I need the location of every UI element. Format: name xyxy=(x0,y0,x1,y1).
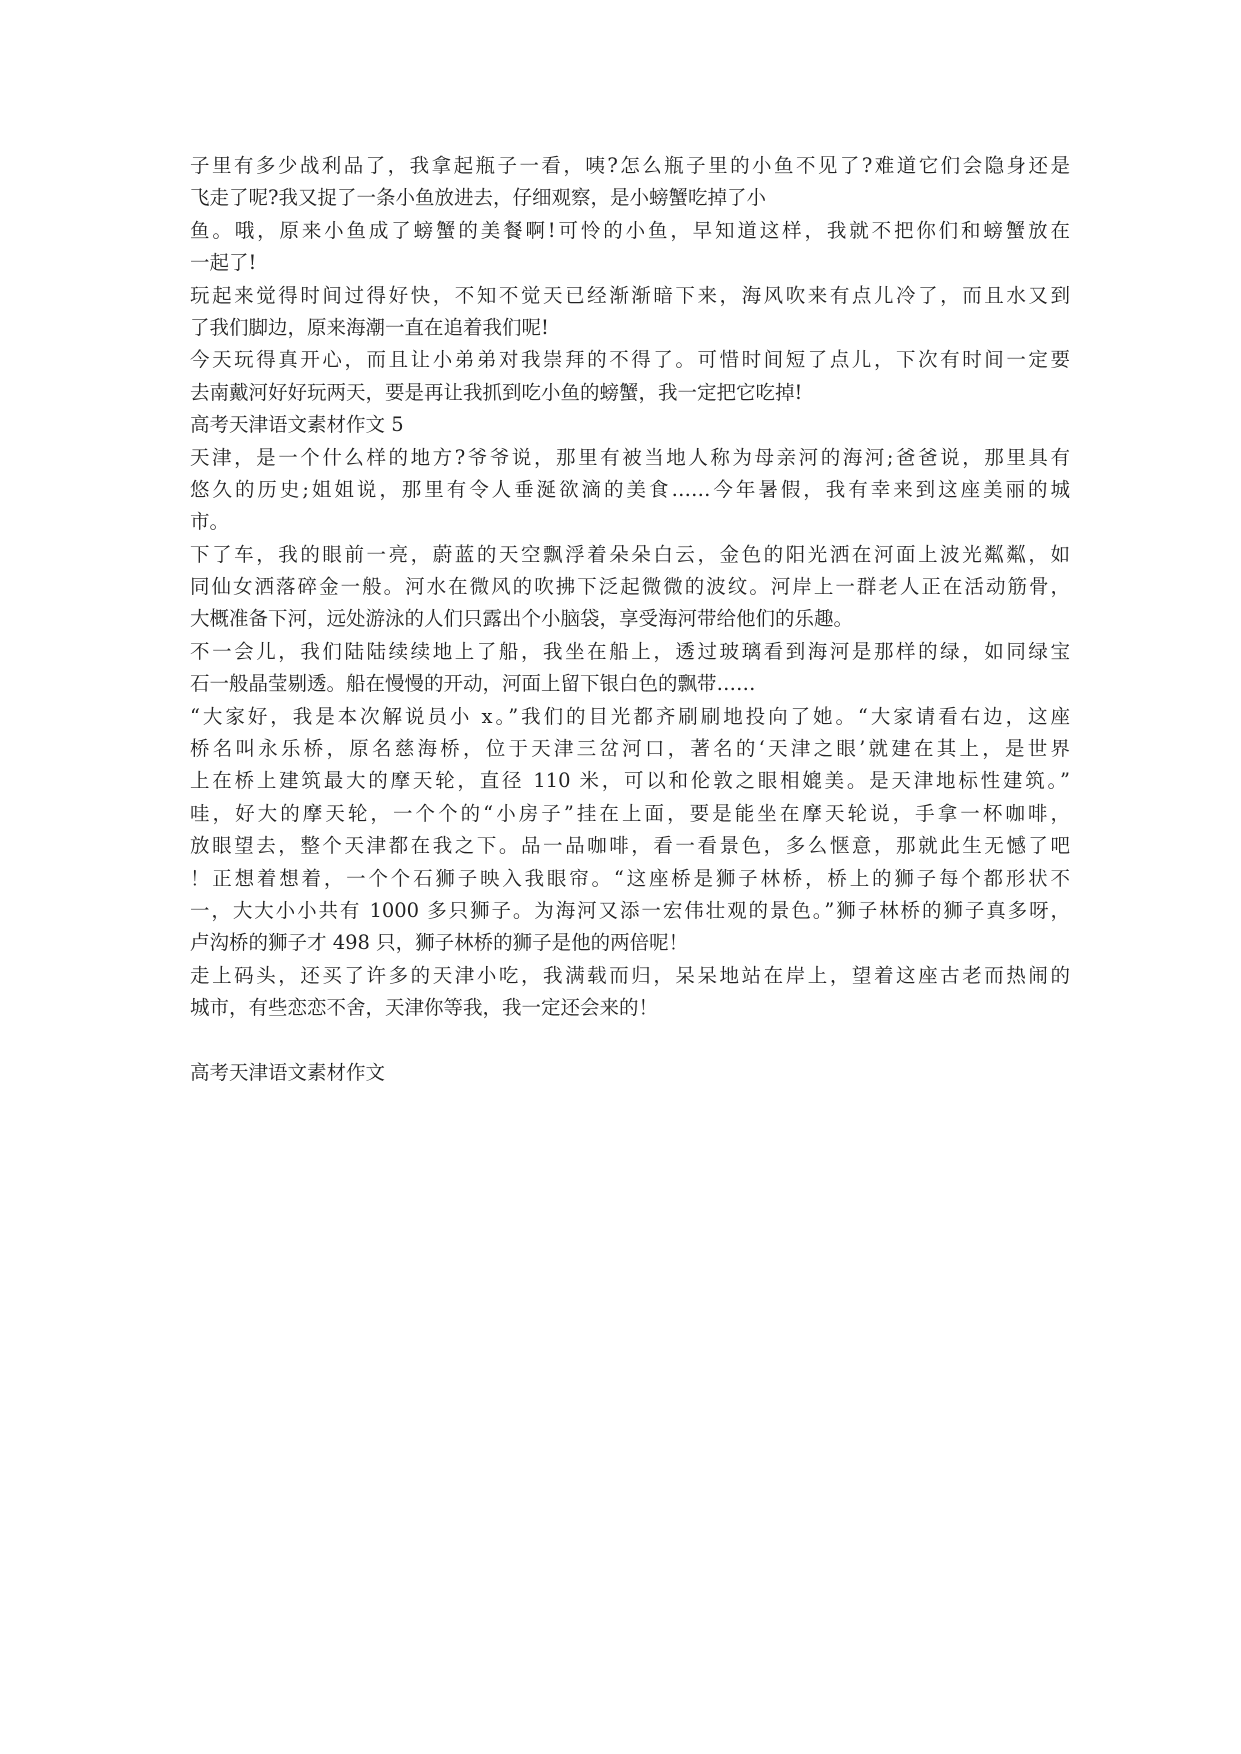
text-line: 桥名叫永乐桥，原名慈海桥，位于天津三岔河口，著名的‘天津之眼’就建在其上，是世界 xyxy=(190,737,1070,761)
text-line: 一起了! xyxy=(190,251,257,275)
text-line: 上在桥上建筑最大的摩天轮，直径 110 米，可以和伦敦之眼相媲美。是天津地标性建筑。” xyxy=(190,769,1070,793)
text-line: 放眼望去，整个天津都在我之下。品一品咖啡，看一看景色，多么惬意，那就此生无憾了吧 xyxy=(190,834,1070,858)
text-line: 走上码头，还买了许多的天津小吃，我满载而归，呆呆地站在岸上，望着这座古老而热闹的 xyxy=(190,963,1070,987)
document-body xyxy=(190,150,1070,1089)
text-line: 城市，有些恋恋不舍，天津你等我，我一定还会来的！ xyxy=(190,996,659,1020)
text-line: 玩起来觉得时间过得好快，不知不觉天已经渐渐暗下来，海风吹来有点儿冷了，而且水又到 xyxy=(190,283,1070,307)
text-line: 鱼。哦，原来小鱼成了螃蟹的美餐啊!可怜的小鱼，早知道这样，我就不把你们和螃蟹放在 xyxy=(190,218,1070,242)
text-line: 不一会儿，我们陆陆续续地上了船，我坐在船上，透过玻璃看到海河是那样的绿，如同绿宝 xyxy=(190,639,1070,663)
text-line: 市。 xyxy=(190,510,230,534)
text-line: 卢沟桥的狮子才 498 只，狮子林桥的狮子是他的两倍呢！ xyxy=(190,931,689,955)
paragraph-gap xyxy=(190,1025,1070,1057)
section-heading: 高考天津语文素材作文 5 xyxy=(190,413,404,437)
text-line: 一，大大小小共有 1000 多只狮子。为海河又添一宏伟壮观的景色。”狮子林桥的狮子真多呀， xyxy=(190,898,1070,922)
text-line: 了我们脚边，原来海潮一直在追着我们呢! xyxy=(190,315,549,339)
text-line: 飞走了呢?我又捉了一条小鱼放进去，仔细观察，是小螃蟹吃掉了小 xyxy=(190,186,766,210)
text-line: 大概准备下河，远处游泳的人们只露出个小脑袋，享受海河带给他们的乐趣。 xyxy=(190,607,854,631)
text-line: “大家好，我是本次解说员小 x。”我们的目光都齐刷刷地投向了她。“大家请看右边，这座 xyxy=(190,704,1070,728)
text-line: 去南戴河好好玩两天，要是再让我抓到吃小鱼的螃蟹，我一定把它吃掉! xyxy=(190,380,803,404)
text-line: 下了车，我的眼前一亮，蔚蓝的天空飘浮着朵朵白云，金色的阳光洒在河面上波光粼粼，如 xyxy=(190,542,1070,566)
text-line: 今天玩得真开心，而且让小弟弟对我崇拜的不得了。可惜时间短了点儿，下次有时间一定要 xyxy=(190,348,1070,372)
text-line: ！正想着想着，一个个石狮子映入我眼帘。“这座桥是狮子林桥，桥上的狮子每个都形状不 xyxy=(190,866,1070,890)
text-line: 悠久的历史;姐姐说，那里有令人垂涎欲滴的美食……今年暑假，我有幸来到这座美丽的城 xyxy=(190,477,1070,501)
footer-title: 高考天津语文素材作文 xyxy=(190,1060,386,1084)
text-line: 哇，好大的摩天轮，一个个的“小房子”挂在上面，要是能坐在摩天轮说，手拿一杯咖啡， xyxy=(190,801,1070,825)
text-line: 天津，是一个什么样的地方?爷爷说，那里有被当地人称为母亲河的海河;爸爸说，那里具有 xyxy=(190,445,1070,469)
text-line: 同仙女洒落碎金一般。河水在微风的吹拂下泛起微微的波纹。河岸上一群老人正在活动筋骨， xyxy=(190,575,1070,599)
text-line: 石一般晶莹剔透。船在慢慢的开动，河面上留下银白色的飘带…… xyxy=(190,672,756,696)
text-line: 子里有多少战利品了，我拿起瓶子一看，咦?怎么瓶子里的小鱼不见了?难道它们会隐身还是 xyxy=(190,154,1070,177)
